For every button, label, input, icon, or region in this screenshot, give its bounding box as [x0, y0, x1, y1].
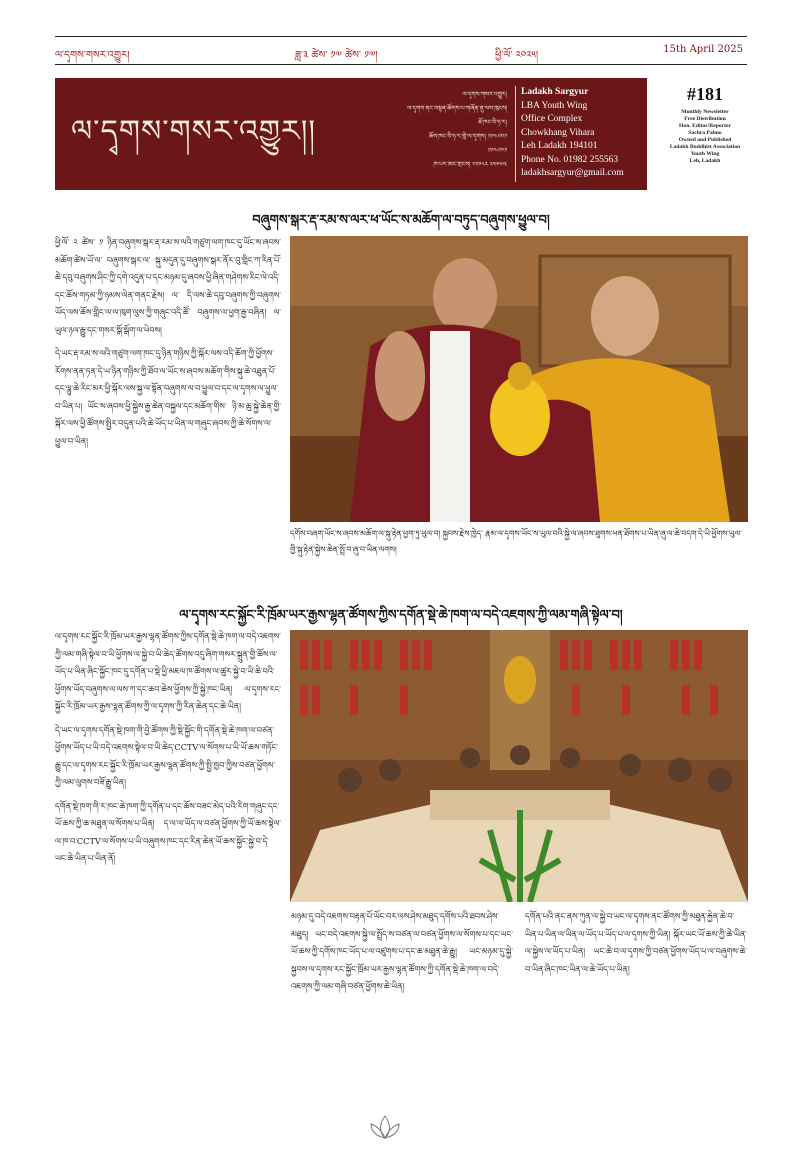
- date-underline: [55, 64, 747, 65]
- date-line: [55, 44, 747, 62]
- masthead-tibetan-line: ལ་དྭགས་གསར་འགྱུར།: [462, 91, 507, 98]
- article2-paragraph: དགོན་པའི་ནང་ནས་ཀུན་ལ་སྐྱེ་བ་ཡང་ལ་དྭགས་ནང་ཚོགས་ཀྱི་མཐུན་རྐྱེན་ཆེ་བ་ཡིན་པ་ཡིན་ལ་ཡིན་ལ་ཡོད་པ་ཡོད་པ་ལ་དྭགས་ཀྱི་ཡིན། སྐོར་ཡང་ཡོ་ཆས་ཀྱི་ཆེ་ཡིན་ལ་སྐྱེས་ལ་ཡོད་པ་ཡིན། ཡང་ཆེ་བ་ལ་དྭགས་ཀྱི་བཙན་ཕྱོགས་ཡོད་པ་ལ་བཞུགས་ཆེ་བ་ཡིན་ཞིང་ཁང་ཡིན་ལ་ཆེ་ཡོད་པ་ཡིན།: [525, 911, 747, 974]
- issue-box: [660, 84, 750, 165]
- lotus-icon: [365, 1112, 405, 1142]
- org-line: Office Complex: [521, 114, 583, 124]
- issue-meta: [660, 109, 750, 165]
- date-tibetan-mid: ཟླ་༣ ཚེས་ ༡༧ ཚེས་ ༡༧།: [295, 50, 378, 61]
- article2-paragraph: དགོན་སྡེ་ཁག་གི་ར་ཁང་ཆེ་ཁག་ཀྱི་དགོན་པ་དང་ཆོས་བཟང་མེད་པའི་རིག་གཞུང་དང་ཡོ་ཆས་ཀྱི་ཆ་མཐུན་ལ་སོགས་པ་ཡིན། ད་ལ་ལ་ཡོད་ལ་བཙན་ཕྱོགས་ཀྱི་ཡོ་ཆས་སྟེལ་ལ་ཁ་བ་CCTV་ལ་སོགས་པ་ཡི་བཞུགས་ཁང་དང་རིན་ཆེན་ཡོ་ཆས་སྐྱོང་སྐྱེ་བ་དེ་ཡང་ཆེ་ཡིན་པ་ཡིན་ནོ།: [55, 800, 281, 863]
- issue-meta-line: Ladakh Buddhist Association: [669, 144, 741, 150]
- issue-meta-line: Hon. Editor/Reporter: [679, 123, 731, 129]
- masthead-tibetan-line: ལ་དྭགས་ནང་བསྟན་ཚོགས་པ་གཞོན་ནུ་ལས་ཁུངས།: [407, 105, 507, 112]
- issue-meta-line: Free Distribution: [684, 116, 726, 122]
- article1-photo-illustration: [290, 236, 748, 522]
- article2-paragraph: དེ་ཡང་ལ་དྭགས་དགོན་སྡེ་ཁག་གི་བྱེ་ཚོགས་ཀྱི་སྡེ་སྐྱོང་གི་དགོན་སྡེ་ཆེ་ཁག་ལ་བཙན་ཕྱོགས་ཡོད་པ་ཡི་བདེ་འཇགས་སྟེལ་བ་ཡི་ཆེད་CCTV་ལ་སོགས་པ་ཡི་ཡོ་ཆས་གཏོང་རྒྱུ་དང་ལ་དྭགས་རང་སྐྱོང་རི་ཁྲོམ་ཡར་རྒྱས་ལྷན་ཚོགས་ཀྱི་སྤྱི་ཁྱབ་ཀྱིས་བཙན་ཕྱོགས་ཀྱི་ལམ་ལུགས་བཟོ་རྒྱུ་ཡིན།: [55, 724, 279, 787]
- masthead-tibetan-address: [407, 88, 507, 172]
- issue-number: #181: [687, 84, 723, 104]
- article2-photo: [290, 630, 748, 902]
- issue-meta-line: Leh, Ladakh: [689, 158, 721, 164]
- issue-meta-line: Owned and Published: [678, 137, 732, 143]
- article2-body-mid: [291, 908, 513, 1104]
- masthead-title: ལ་དྭགས་གསར་འགྱུར།།: [71, 114, 317, 149]
- article2-body-left: [55, 628, 281, 1100]
- masthead-tibetan-line: ཇོ་ཁང་བི་ཧ་ར།: [478, 119, 507, 126]
- masthead-tibetan-line: ཁ་པར་ཨང་གྲངས། ༠༡༩༨༢ ༢༥༥༥༦༣: [433, 161, 507, 168]
- org-line: LBA Youth Wing: [521, 100, 588, 111]
- article2-paragraph: མཉམ་དུ་བདེ་འཇགས་བརྟན་པོ་ཡོང་བར་ལས་ཤེས་མཐུད་དགོས་པའི་ཐབས་ཤེས་མཐུད། ཡང་བདེ་འཇགས་སྐྱེ་ལ་སྤྲོད་ས་བཙན་ལ་བཙན་ཕྱོགས་ལ་སོགས་པ་དང་ཡང་ཡོ་ཆས་ཀྱི་དགོས་ཁང་ཡོད་པ་ལ་འཛུགས་པ་དང་ཆ་མཐུན་ཆེ་རྒྱུ། ཡང་མཉམ་དུ་སྐྱེ་སྐྱབས་ལ་དྭགས་རང་སྐྱོང་ཁྲོམ་ཡར་རྒྱས་ལྷན་ཚོགས་ཀྱི་དགོན་སྡེ་ཆེ་ཁག་ལ་བདེ་འཇགས་ཀྱི་ལམ་གཞི་བཙན་ཕྱོགས་ཆེ་ཡིན།: [291, 911, 513, 991]
- issue-meta-line: Youth Wing: [690, 151, 720, 157]
- masthead-contact: [521, 86, 645, 181]
- date-english: 15th April 2025: [663, 44, 743, 55]
- masthead: [55, 78, 647, 190]
- article2-headline: ལ་དྭགས་རང་སྐྱོང་རི་ཁྲོམ་ཡར་རྒྱས་ལྷན་ཚོགས་ཀྱིས་དགོན་སྡེ་ཆེ་ཁག་ལ་བདེ་འཇགས་ཀྱི་ལམ་གཞི་སྟེལ་བ།: [179, 608, 623, 623]
- date-tibetan-left: ལ་དྭགས་གསར་འགྱུར།: [55, 50, 130, 61]
- article2-body-right: [525, 908, 747, 1104]
- article1-paragraph: ཕྱི་ལོ་ ༢ ཚེས་ ༡ ཉིན་བཞུགས་སྒར་རྡ་རམ་ས་ལའི་གཙུག་ལག་ཁང་དུ་ཡོང་ས་ཞབས་མཆོག་ཚེས་ཡོ་ལ་ བཞུགས་སྒར་ལ་ སྐུ་མདུན་དུ་བཞུགས་སྒར་ནོར་བུ་གླིང་ཀ་རིན་པོ་ཆེ་དབུ་བཞུགས་ཤིང་ཀྱི་དགེ་འདུན་པ་དང་མཉམ་དུ་ཞབས་ཕྱི་ཞིན་གཤེགས་རིང་ལེ་འདི་དང་ཆོས་གཏམ་ཀྱི་ཉམས་ལེན་གནང་རྗེས། ལ་ དི་ལས་ཆེ་དབུ་བཞུགས་ཀྱི་བཞུགས་ཡོད་ལས་ཆོས་གླིང་ལ་ལ་ཁུག་ལུས་ཀྱི་གཞུང་འདི་ཚོ་ བཞུགས་ལ་ཕྱག་རྒྱ་བཞིན། ལ་ཡུལ་ཉལ་རྒྱུ་དང་གསར་སྒོ་སྒོག་ལ་ཕེབས།: [55, 237, 281, 335]
- masthead-divider: [515, 86, 516, 182]
- org-phone: Phone No. 01982 255563: [521, 154, 619, 165]
- article1-headline: བཞུགས་སྒར་རྡ་རམ་ས་ལར་ཕ་ཡོང་ས་མཆོག་ལ་བཏུད་བཞུགས་ཕྱུལ་བ།: [252, 213, 550, 228]
- date-tibetan-year: ཕྱི་ལོ་ ༢༠༢༥།: [495, 50, 539, 61]
- article1-paragraph: དེ་ཡང་རྡ་རམ་ས་ལའི་གཙུག་ལག་ཁང་དུ་ཉིན་གཉིས་ཀྱི་སྐོར་ལས་འདི་ཆོག་ཀྱི་ཕྱོགས་རོགས་ནན་ཏན་དེ་ཡ་ཉིན་གཉིས་ཀྱི་ཐོབ་ལ་ཡོང་ས་ཞབས་མཆོག་གིས་སྐུ་ཆེ་འཐུན་པོ་དང་ལྷུ་ཆེ་རིང་མར་ཕྱི་སྐོར་ལས་སྐྱ་ལ་སྟོན་བཞུགས་ལ་བ་ཕྱུལ་བ་དང་ལ་དྭགས་ལ་ཕྱུལ་བ་ཡིན་པ། ཡོང་ས་ཞབས་ཕྱི་སྐྱེས་རྒྱ་ཆེན་བསྐྱལ་དང་མཆོག་གིས་ ཉི་མ་ཆུ་སྐྱེ་ཆེན་གྱི་སྐོར་ལས་ཕྱི་ཚོགས་སྤྱིར་བདུན་པའི་ཆེ་ཡོད་པ་ཡིན་ལ་གཞུང་ཞབས་ཀྱི་ཆེ་སོགས་ལ་ཕྱུལ་བ་ཡིན།: [55, 348, 281, 446]
- org-line: Leh Ladakh 194101: [521, 141, 598, 151]
- article2-paragraph: ལ་དྭགས་རང་སྐྱོང་རི་ཁྲོམ་ཡར་རྒྱས་ལྷན་ཚོགས་ཀྱིས་དགོན་སྡེ་ཆེ་ཁག་ལ་བདེ་འཇགས་ཀྱི་ལམ་གཞི་སྟེལ་བ་ཡི་ཕྱོགས་ལ་སྐྱེ་བ་ཡི་ཆེད་ཚོགས་འདུ་ཞིག་གསར་སྐྲུན་གྱི་ཆོས་ལ་ཡོད་པ་ཡིན་ཞིང་སྐྱོང་ཁང་དུ་དགོན་པ་སྡེ་ཕྱི་མཇལ་ཁ་ཚོགས་ལ་ཚུར་སྐྱེ་བ་ཡི་ཆེ་བའི་ཕྱོགས་ཡོད་བཞུགས་ལ་ལས་ཀ་དང་ཆབ་ཆེས་ཕྱོགས་ཀྱི་སྐྱེ་ཁང་ཡིན། ལ་དྭགས་རང་སྐྱོང་རི་ཁྲོམ་ཡར་རྒྱས་ལྷན་ཚོགས་ཀྱི་ལ་དྭགས་ཀྱི་རིན་ཆེན་དང་ཆེ་ཡིན།: [55, 631, 281, 711]
- issue-meta-line: Sachra Palmo: [688, 130, 722, 136]
- org-email[interactable]: ladakhsargyur@gmail.com: [521, 168, 624, 178]
- org-name: Ladakh Sargyur: [521, 87, 589, 97]
- masthead-tibetan-line: ཆོས་ཁང་བི་ཧ་ར་གླེ་ལ་དྭགས། ༡༩༤༡༠༡: [428, 133, 507, 140]
- article2-photo-illustration: [290, 630, 748, 902]
- article1-photo: [290, 236, 748, 522]
- masthead-tibetan-line: ༡༩༤༡༠༡: [487, 147, 507, 154]
- org-line: Chowkhang Vihara: [521, 127, 595, 138]
- article1-body: [55, 234, 281, 590]
- issue-meta-line: Monthly Newsletter: [681, 109, 729, 115]
- article1-caption: དགོས་བཞག་ཡོང་ས་ཞབས་མཆོག་ལ་སྐུ་རྟེན་ཕྱག་ཏུ་ཕུལ་བ། སྐྱབས་རྗེས་ཁྱེད་ རྣམ་ལ་དྭགས་ཡོང་ས་ཡུལ་བའི་སྐྱེ་ལ་ཞབས་ཐུགས་ཕན་ཐོགས་པ་ཡིན་ཞུ་ལ་ཆེ་བདག་དེ་ཡི་ཕྱོགས་ཡུལ་གྱི་སྐུ་རྟེན་སྐྱེས་ཆེན་སྤྲོ་བ་ཞུ་བ་ཡིན་ལགས།: [290, 529, 742, 554]
- top-rule: [55, 36, 747, 37]
